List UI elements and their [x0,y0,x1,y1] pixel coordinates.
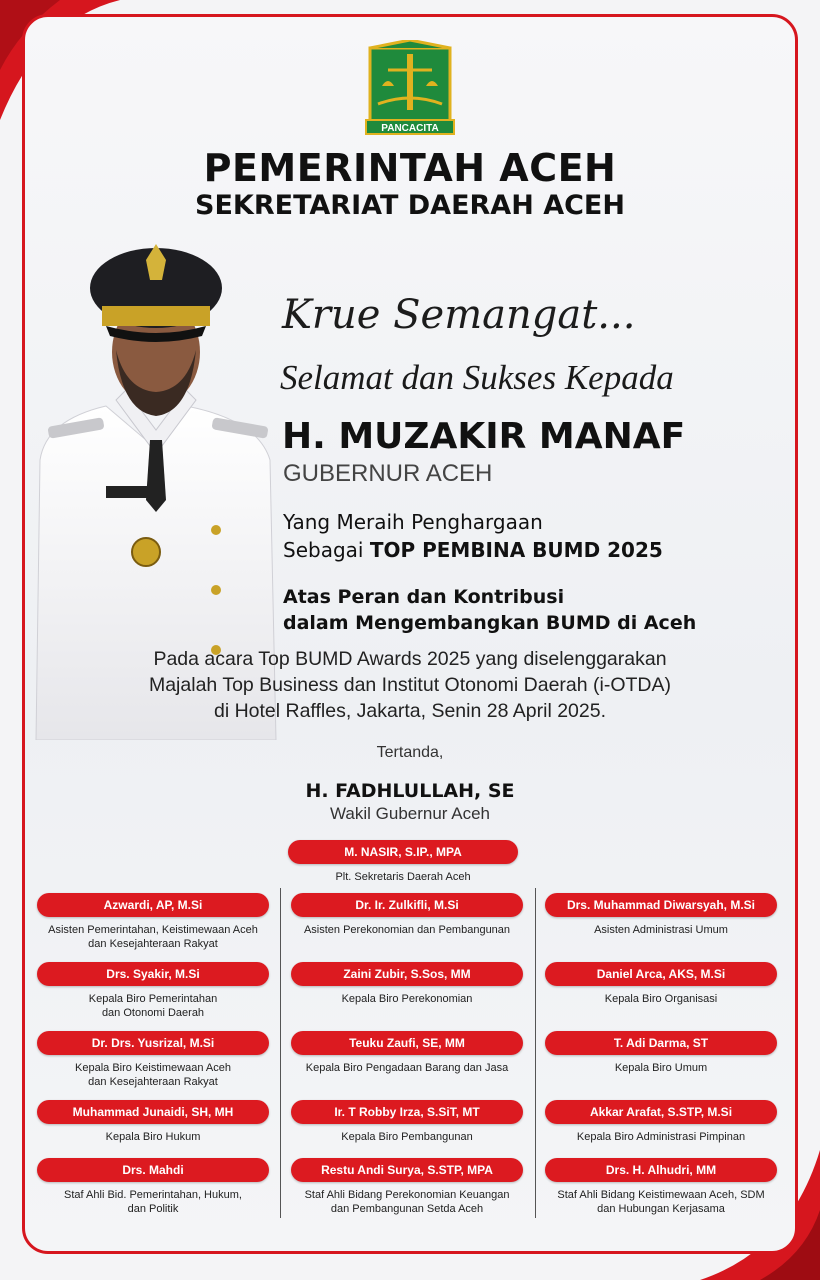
official-title: Plt. Sekretaris Daerah Aceh [335,871,471,883]
official-name-pill: Zaini Zubir, S.Sos, MM [291,962,523,986]
official-title: dan Kesejahteraan Rakyat [88,938,218,950]
official-title: Staf Ahli Bid. Pemerintahan, Hukum, [64,1189,242,1201]
signer-name: H. FADHLULLAH, SE [305,780,515,802]
column-divider [535,888,536,1218]
emblem-label: PANCACITA [381,123,439,134]
signature-label: Tertanda, [376,744,444,761]
official-name-pill: Restu Andi Surya, S.STP, MPA [291,1158,523,1182]
official-title: Kepala Biro Pemerintahan [88,993,218,1005]
official-title: dan Kesejahteraan Rakyat [88,1076,218,1088]
official-name-pill: Ir. T Robby Irza, S.SiT, MT [291,1100,523,1124]
official-name-pill: Drs. Syakir, M.Si [37,962,269,986]
official-name-pill: Teuku Zaufi, SE, MM [291,1031,523,1055]
official-title: dan Hubungan Kerjasama [597,1203,725,1215]
official-title: Asisten Pemerintahan, Keistimewaan Aceh [48,924,258,936]
official-title: Kepala Biro Administrasi Pimpinan [576,1131,746,1143]
column-divider [280,888,281,1218]
official-title: Kepala Biro Umum [614,1062,708,1074]
event-line: Majalah Top Business dan Institut Otonomi Daerah (i-OTDA) [148,674,672,696]
contribution-line-1: Atas Peran dan Kontribusi [283,586,565,608]
official-title: Kepala Biro Hukum [105,1131,201,1143]
official-name-pill: Drs. Muhammad Diwarsyah, M.Si [545,893,777,917]
congrats-line: Selamat dan Sukses Kepada [280,358,674,397]
official-title: Staf Ahli Bidang Perekonomian Keuangan [304,1189,510,1201]
signer-role: Wakil Gubernur Aceh [330,804,490,823]
official-title: dan Otonomi Daerah [101,1007,205,1019]
official-name-pill: Muhammad Junaidi, SH, MH [37,1100,269,1124]
event-line: Pada acara Top BUMD Awards 2025 yang diselenggarakan [153,648,667,670]
greeting-script: Krue Semangat... [282,292,636,338]
page-subtitle: SEKRETARIAT DAERAH ACEH [195,190,625,221]
honoree-name: H. MUZAKIR MANAF [282,416,686,457]
honoree-role: GUBERNUR ACEH [283,460,493,487]
official-title: Asisten Perekonomian dan Pembangunan [303,924,511,936]
award-line-1: Yang Meraih Penghargaan [283,510,543,534]
official-name-pill: T. Adi Darma, ST [545,1031,777,1055]
official-name-pill: Akkar Arafat, S.STP, M.Si [545,1100,777,1124]
award-line-2 [283,538,663,562]
official-name-pill: Drs. Mahdi [37,1158,269,1182]
official-name-pill: M. NASIR, S.IP., MPA [288,840,518,864]
official-name-pill: Azwardi, AP, M.Si [37,893,269,917]
event-line: di Hotel Raffles, Jakarta, Senin 28 April 2025. [213,700,607,722]
official-title: dan Pembangunan Setda Aceh [330,1203,484,1215]
pancacita-emblem-icon [364,40,456,136]
award-prefix: Sebagai [283,538,370,562]
official-name-pill: Daniel Arca, AKS, M.Si [545,962,777,986]
award-title: TOP PEMBINA BUMD 2025 [369,538,663,562]
contribution-line-2: dalam Mengembangkan BUMD di Aceh [283,612,697,634]
official-name-pill: Dr. Drs. Yusrizal, M.Si [37,1031,269,1055]
official-title: Kepala Biro Pengadaan Barang dan Jasa [305,1062,509,1074]
official-name-pill: Drs. H. Alhudri, MM [545,1158,777,1182]
official-title: Kepala Biro Organisasi [604,993,718,1005]
official-title: Kepala Biro Pembangunan [341,1131,473,1143]
official-title: Kepala Biro Keistimewaan Aceh [75,1062,231,1074]
official-name-pill: Dr. Ir. Zulkifli, M.Si [291,893,523,917]
official-title: dan Politik [127,1203,179,1215]
official-title: Asisten Administrasi Umum [594,924,728,936]
official-title: Staf Ahli Bidang Keistimewaan Aceh, SDM [557,1189,765,1201]
official-title: Kepala Biro Perekonomian [341,993,473,1005]
page-title: PEMERINTAH ACEH [203,146,617,190]
